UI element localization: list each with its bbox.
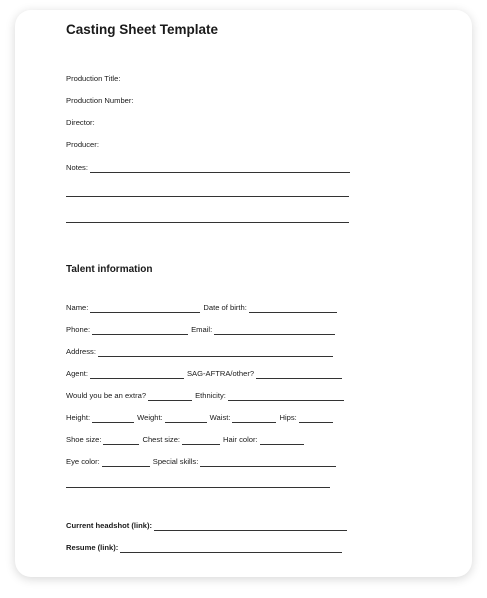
notes-rule-2[interactable] [66,222,349,223]
notes-field[interactable] [90,164,350,173]
producer-row [66,140,101,150]
director-row [66,118,97,128]
phone-field[interactable] [92,326,188,335]
measurements-row [66,413,336,423]
special-skills-label: Special skills: [152,457,199,466]
address-field[interactable] [98,348,333,357]
eye-color-label: Eye color: [66,457,100,466]
agent-union-row [66,369,345,379]
chest-size-label: Chest size: [142,435,181,444]
production-number-row [66,96,136,106]
shoe-size-field[interactable] [103,436,139,445]
resume-label: Resume (link): [66,543,119,552]
name-field[interactable] [90,304,200,313]
headshot-label: Current headshot (link): [66,521,153,530]
name-dob-row [66,303,340,313]
document-title: Casting Sheet Template [66,22,219,37]
document-card [15,10,472,577]
height-label: Height: [66,413,91,422]
notes-row [66,163,353,173]
union-field[interactable] [256,370,342,379]
skills-rule[interactable] [66,487,330,488]
hair-color-field[interactable] [260,436,304,445]
production-number-label: Production Number: [66,96,134,105]
weight-field[interactable] [165,414,207,423]
address-row [66,347,336,357]
dob-label: Date of birth: [203,303,247,312]
agent-field[interactable] [90,370,184,379]
email-label: Email: [191,325,213,334]
weight-label: Weight: [137,413,163,422]
producer-label: Producer: [66,140,99,149]
talent-section-heading: Talent information [66,264,153,275]
name-label: Name: [66,303,89,312]
hips-label: Hips: [279,413,297,422]
waist-label: Waist: [209,413,231,422]
production-title-label: Production Title: [66,74,121,83]
headshot-row [66,521,350,531]
production-title-row [66,74,122,84]
dob-field[interactable] [249,304,337,313]
extra-field[interactable] [148,392,192,401]
extra-ethnicity-row [66,391,347,401]
eye-color-field[interactable] [102,458,150,467]
phone-email-row [66,325,338,335]
resume-field[interactable] [120,544,342,553]
headshot-field[interactable] [154,522,347,531]
phone-label: Phone: [66,325,91,334]
waist-field[interactable] [232,414,276,423]
hair-color-label: Hair color: [223,435,258,444]
notes-label: Notes: [66,163,88,172]
address-label: Address: [66,347,96,356]
director-label: Director: [66,118,95,127]
agent-label: Agent: [66,369,88,378]
height-field[interactable] [92,414,134,423]
ethnicity-label: Ethnicity: [195,391,226,400]
union-label: SAG-AFTRA/other? [186,369,255,378]
email-field[interactable] [214,326,335,335]
shoe-size-label: Shoe size: [66,435,102,444]
hips-field[interactable] [299,414,333,423]
eye-skills-row [66,457,339,467]
ethnicity-field[interactable] [228,392,344,401]
special-skills-field[interactable] [200,458,336,467]
sizes-row [66,435,307,445]
chest-size-field[interactable] [182,436,220,445]
extra-label: Would you be an extra? [66,391,147,400]
resume-row [66,543,345,553]
notes-rule-1[interactable] [66,196,349,197]
